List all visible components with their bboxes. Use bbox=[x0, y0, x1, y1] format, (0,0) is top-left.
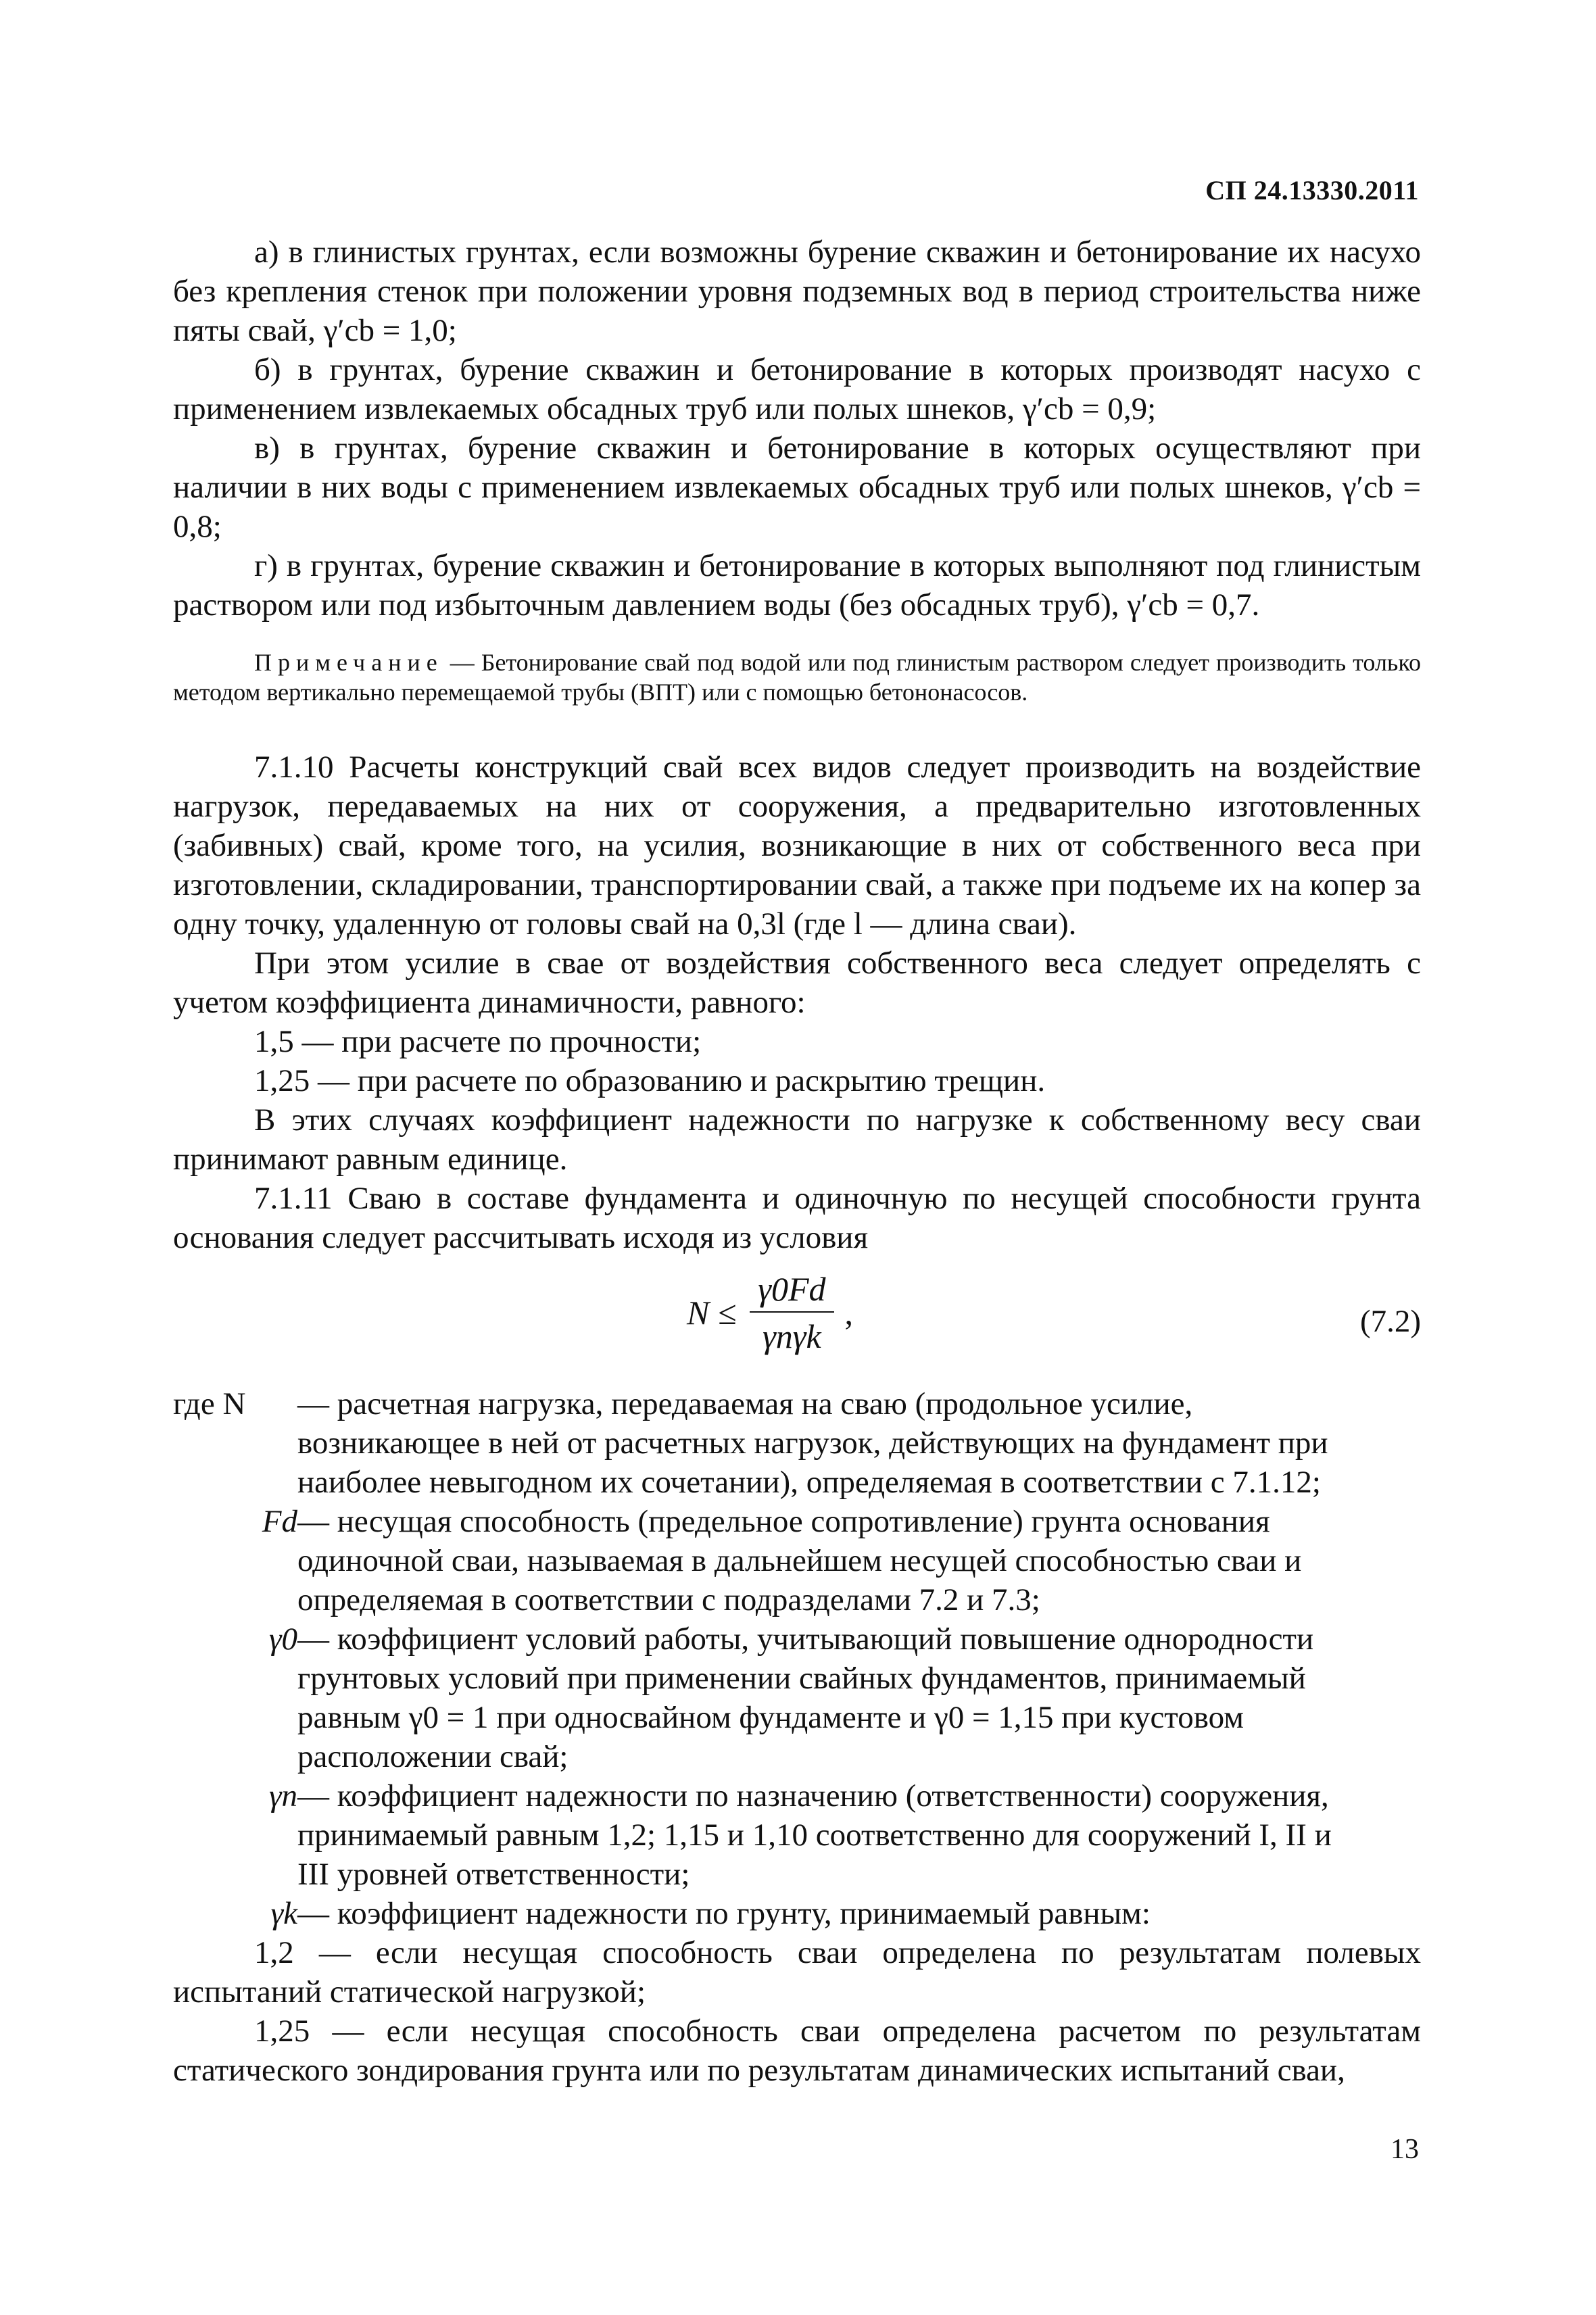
document-body bbox=[173, 233, 1421, 2090]
formula-numerator: γ0Fd bbox=[750, 1269, 833, 1313]
definition-symbol: γk bbox=[270, 1896, 297, 1931]
paragraph-static-probing: 1,25 — если несущая способность сваи определена расчетом по результатам статического зондирования грунта или по результатам динамических испытаний сваи, bbox=[173, 2014, 1421, 2088]
formula-comma: , bbox=[844, 1294, 854, 1332]
item-b: б) в грунтах, бурение скважин и бетонирование в которых производят насухо с применением извлекаемых обсадных труб или полых шнеков, γ′cb = 0,9; bbox=[173, 352, 1421, 427]
formula-lhs: N ≤ bbox=[687, 1294, 737, 1332]
document-code: СП 24.13330.2011 bbox=[1205, 175, 1419, 205]
formula-number: (7.2) bbox=[1359, 1304, 1421, 1339]
note-text: — Бетонирование свай под водой или под глинистым раствором следует производить только методом вертикально перемещаемой трубы (ВПТ) или с помощью бетононасосов. bbox=[173, 649, 1421, 706]
note-label: Примечание bbox=[254, 649, 443, 676]
formula-expression bbox=[687, 1269, 853, 1356]
note bbox=[173, 648, 1421, 707]
paragraph-dynamic-coefficient: При этом усилие в свае от воздействия собственного веса следует определять с учетом коэффициента динамичности, равного: bbox=[173, 946, 1421, 1020]
definition-text: — коэффициент надежности по назначению (ответственности) сооружения, принимаемый равным 1,2; 1,15 и 1,10 соответственно для сооружений I, II и III уровней ответственности; bbox=[297, 1778, 1332, 1892]
definition-gamma-n bbox=[173, 1776, 1421, 1894]
definition-symbol: где N bbox=[173, 1386, 246, 1421]
definition-symbol: Fd bbox=[262, 1504, 297, 1539]
formula-7-2 bbox=[173, 1269, 1421, 1384]
definition-Fd bbox=[173, 1502, 1421, 1619]
definition-text: — коэффициент условий работы, учитывающий повышение однородности грунтовых условий при применении свайных фундаментов, принимаемый равным γ0 = 1 при односвайном фундаменте и γ0 = 1,15 при кустовом расположении свай; bbox=[297, 1622, 1314, 1774]
page-number: 13 bbox=[1391, 2134, 1419, 2165]
paragraph-load-factor: В этих случаях коэффициент надежности по нагрузке к собственному весу сваи принимают равным единице. bbox=[173, 1102, 1421, 1177]
list-item-strength: 1,5 — при расчете по прочности; bbox=[254, 1024, 702, 1059]
item-g: г) в грунтах, бурение скважин и бетонирование в которых выполняют под глинистым раствором или под избыточным давлением воды (без обсадных труб), γ′cb = 0,7. bbox=[173, 548, 1421, 623]
definitions-list bbox=[173, 1384, 1421, 1933]
formula-denominator: γnγk bbox=[763, 1317, 821, 1355]
definition-symbol: γn bbox=[268, 1778, 297, 1813]
paragraph-7-1-10: 7.1.10 Расчеты конструкций свай всех видов следует производить на воздействие нагрузок, передаваемых на них от сооружения, а предварительно изготовленных (забивных) свай, кроме того, на усилия, возникающие в них от собственного веса при изготовлении, складировании, транспортировании свай, а также при подъеме их на копер за одну точку, удаленную от головы свай на 0,3l (где l — длина сваи). bbox=[173, 750, 1421, 942]
definition-text: — коэффициент надежности по грунту, принимаемый равным: bbox=[297, 1896, 1151, 1931]
definition-text: — расчетная нагрузка, передаваемая на сваю (продольное усилие, возникающее в ней от расчетных нагрузок, действующих на фундамент при наиболее невыгодном их сочетании), определяемая в соответствии с 7.1.12; bbox=[297, 1386, 1328, 1500]
list-item-cracks: 1,25 — при расчете по образованию и раскрытию трещин. bbox=[254, 1063, 1046, 1098]
definition-gamma0 bbox=[173, 1619, 1421, 1776]
formula-fraction bbox=[750, 1269, 833, 1356]
item-a: а) в глинистых грунтах, если возможны бурение скважин и бетонирование их насухо без крепления стенок при положении уровня подземных вод в период строительства ниже пяты свай, γ′cb = 1,0; bbox=[173, 235, 1421, 348]
paragraph-7-1-11: 7.1.11 Сваю в составе фундамента и одиночную по несущей способности грунта основания следует рассчитывать исходя из условия bbox=[173, 1181, 1421, 1255]
item-v: в) в грунтах, бурение скважин и бетонирование в которых осуществляют при наличии в них воды с применением извлекаемых обсадных труб или полых шнеков, γ′cb = 0,8; bbox=[173, 431, 1421, 544]
definition-N bbox=[173, 1384, 1421, 1502]
paragraph-field-tests: 1,2 — если несущая способность сваи определена по результатам полевых испытаний статической нагрузкой; bbox=[173, 1935, 1421, 2009]
definition-symbol: γ0 bbox=[268, 1622, 297, 1657]
definition-gamma-k bbox=[173, 1894, 1421, 1933]
definition-text: — несущая способность (предельное сопротивление) грунта основания одиночной сваи, называемая в дальнейшем несущей способностью сваи и определяемая в соответствии с подразделами 7.2 и 7.3; bbox=[297, 1504, 1302, 1617]
